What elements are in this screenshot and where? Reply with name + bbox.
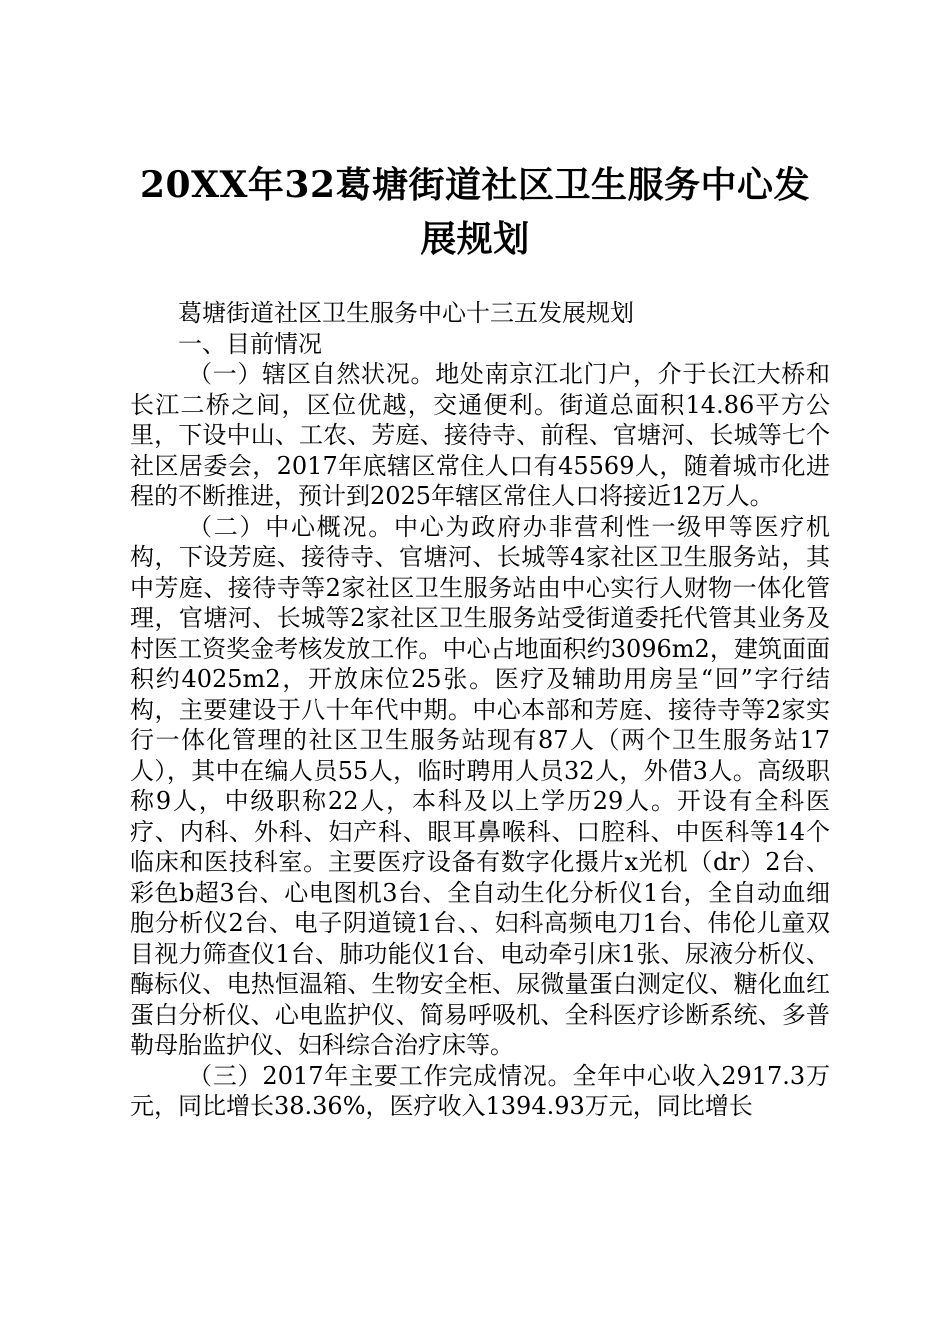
document-body — [130, 298, 830, 1122]
section-heading-current-situation: 一、目前情况 — [178, 329, 322, 358]
paragraph-natural-conditions: （一）辖区自然状况。地处南京江北门户，介于长江大桥和长江二桥之间，区位优越，交通便利。街道总面积14.86平方公里，下设中山、工农、芳庭、接待寺、前程、官塘河、长城等七个社区居委会，2017年底辖区常住人口有45569人，随着城市化进程的不断推进，预计到2025年辖区常住人口将接近12万人。 — [130, 360, 830, 510]
paragraph-2017-work-summary: （三）2017年主要工作完成情况。全年中心收入2917.3万元，同比增长38.36%，医疗收入1394.93万元，同比增长 — [130, 1061, 830, 1120]
document-title: 20XX年32葛塘街道社区卫生服务中心发展规划 — [139, 164, 811, 260]
plan-subtitle: 葛塘街道社区卫生服务中心十三五发展规划 — [178, 299, 634, 327]
paragraph-center-overview: （二）中心概况。中心为政府办非营利性一级甲等医疗机构，下设芳庭、接待寺、官塘河、长城等4家社区卫生服务站，其中芳庭、接待寺等2家社区卫生服务站由中心实行人财物一体化管理，官塘河、长城等2家社区卫生服务站受街道委托代管其业务及村医工资奖金考核发放工作。中心占地面积约3096m2，建筑面面积约4025m2，开放床位25张。医疗及辅助用房呈“回”字行结构，主要建设于八十年代中期。中心本部和芳庭、接待寺等2家实行一体化管理的社区卫生服务站现有87人（两个卫生服务站17人），其中在编人员55人，临时聘用人员32人，外借3人。高级职称9人，中级职称22人，本科及以上学历29人。开设有全科医疗、内科、外科、妇产科、眼耳鼻喉科、口腔科、中医科等14个临床和医技科室。主要医疗设备有数字化摄片x光机（dr）2台、彩色b超3台、心电图机3台、全自动生化分析仪1台，全自动血细胞分析仪2台、电子阴道镜1台、、妇科高频电刀1台、伟伦儿童双目视力筛查仪1台、肺功能仪1台、电动牵引床1张、尿液分析仪、酶标仪、电热恒温箱、生物安全柜、尿微量蛋白测定仪、糖化血红蛋白分析仪、心电监护仪、简易呼吸机、全科医疗诊断系统、多普勒母胎监护仪、妇科综合治疗床等。 — [130, 512, 830, 1059]
